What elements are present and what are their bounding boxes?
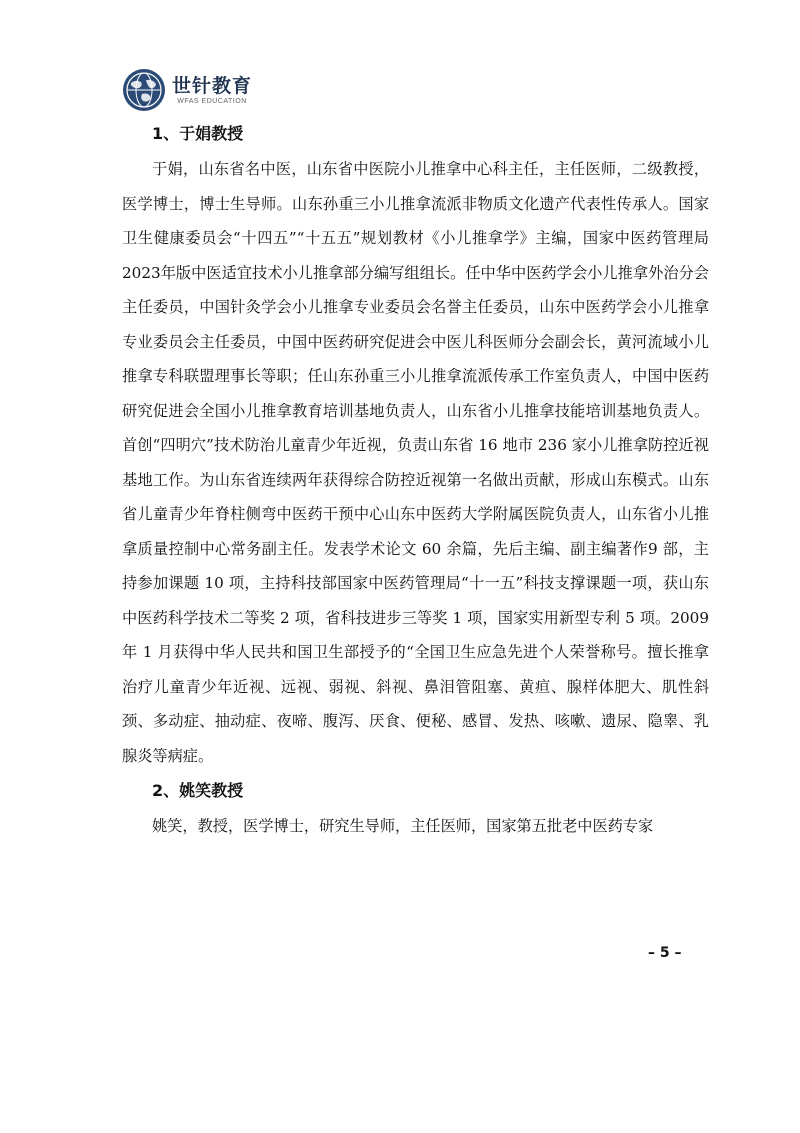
section-heading-yao-xiao: 2、姚笑教授 xyxy=(152,781,244,800)
section-body-yu-juan: 于娟，山东省名中医，山东省中医院小儿推拿中心科主任，主任医师，二级教授，医学博士，博士生导师。山东孙重三小儿推拿流派非物质文化遗产代表性传承人。国家卫生健康委员会“十四五”“十五五”规划教材《小儿推拿学》主编，国家中医药管理局2023年版中医适宜技术小儿推拿部分编写组组长。任中华中医药学会小儿推拿外治分会主任委员，中国针灸学会小儿推拿专业委员会名誉主任委员，山东中医药学会小儿推拿专业委员会主任委员，中国中医药研究促进会中医儿科医师分会副会长，黄河流域小儿推拿专科联盟理事长等职；任山东孙重三小儿推拿流派传承工作室负责人，中国中医药研究促进会全国小儿推拿教育培训基地负责人，山东省小儿推拿技能培训基地负责人。首创“四明穴”技术防治儿童青少年近视，负责山东省 16 地市 236 家小儿推拿防控近视基地工作。为山东省连续两年获得综合防控近视第一名做出贡献，形成山东模式。山东省儿童青少年脊柱侧弯中医药干预中心山东中医药大学附属医院负责人，山东省小儿推拿质量控制中心常务副主任。发表学术论文 60 余篇，先后主编、副主编著作9 部，主持参加课题 10 项，主持科技部国家中医药管理局“十一五”科技支撑课题一项，获山东中医药科学技术二等奖 2 项，省科技进步三等奖 1 项，国家实用新型专利 5 项。2009 年 1 月获得中华人民共和国卫生部授予的“全国卫生应急先进个人荣誉称号。擅长推拿治疗儿童青少年近视、远视、弱视、斜视、鼻泪管阻塞、黄疸、腺样体肥大、肌性斜颈、多动症、抽动症、夜啼、腹泻、厌食、便秘、感冒、发热、咳嗽、遗尿、隐睾、乳腺炎等病症。 xyxy=(122,160,709,765)
logo-text xyxy=(172,75,252,106)
logo-name-en: WFAS EDUCATION xyxy=(177,97,247,105)
globe-logo-icon xyxy=(122,68,166,112)
section-body-yao-xiao: 姚笑，教授，医学博士，研究生导师，主任医师，国家第五批老中医药专家 xyxy=(152,817,654,835)
brand-logo xyxy=(122,68,252,112)
document-body xyxy=(122,118,709,844)
page-number: – 5 – xyxy=(648,945,682,961)
section-heading-yu-juan: 1、于娟教授 xyxy=(152,124,244,143)
logo-name-cn: 世针教育 xyxy=(172,74,253,97)
